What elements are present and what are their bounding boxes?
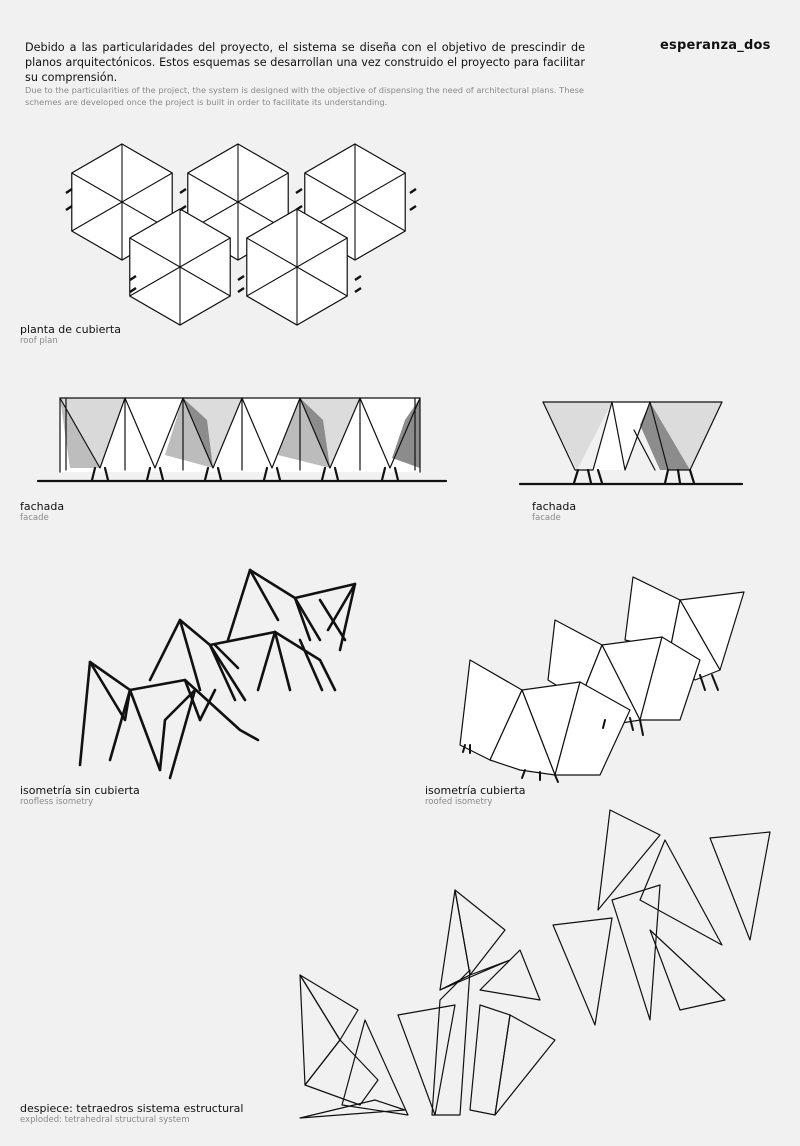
caption-facade-long [20,500,64,524]
roof-leg-tick [66,189,72,193]
project-title: esperanza_dos [660,38,771,53]
iso-roofed-drawing [460,577,744,782]
caption-roof-plan-en: roof plan [20,336,58,346]
caption-exploded [20,1102,243,1126]
roof-leg-tick [296,206,302,210]
caption-roof-plan-es: planta de cubierta [20,323,121,336]
caption-exploded-en: exploded: tetrahedral structural system [20,1115,190,1125]
caption-facade-long-en: facade [20,513,49,523]
caption-iso-roofless [20,784,140,808]
iso-roofless-drawing [80,570,355,778]
roof-leg-tick [66,206,72,210]
facade-short-drawing [520,402,742,484]
caption-iso-roofless-en: roofless isometry [20,797,94,807]
caption-roof-plan [20,323,121,347]
caption-exploded-es: despiece: tetraedros sistema estructural [20,1102,244,1115]
caption-iso-roofed [425,784,526,808]
roof-leg-tick [180,206,186,210]
roof-leg-tick [410,189,416,193]
facade-long-drawing [38,398,446,481]
caption-facade-short [532,500,576,524]
intro-text-spanish: Debido a las particularidades del proyecto, el sistema se diseña con el objetivo de prescindir de planos arquitectónicos. Estos esquemas se desarrollan una vez construido el proyecto para facilitar su comprensión. [25,41,585,84]
roof-leg-tick [410,206,416,210]
roof-leg-tick [296,189,302,193]
caption-iso-roofed-es: isometría cubierta [425,784,526,797]
intro-text-english: Due to the particularities of the project, the system is designed with the objective of dispensing the need of architectural plans. These schemes are developed once the project is built in order to facilitate its understanding. [25,85,585,107]
caption-facade-short-en: facade [532,513,561,523]
caption-iso-roofless-es: isometría sin cubierta [20,784,140,797]
roof-leg-tick [238,276,244,280]
roof-leg-tick [355,288,361,292]
roof-leg-tick [355,276,361,280]
roof-leg-tick [180,189,186,193]
caption-facade-short-es: fachada [532,500,577,513]
roof-leg-tick [238,288,244,292]
caption-facade-long-es: fachada [20,500,65,513]
caption-iso-roofed-en: roofed isometry [425,797,493,807]
exploded-drawing [300,810,770,1118]
roof-plan-drawing [66,144,416,325]
